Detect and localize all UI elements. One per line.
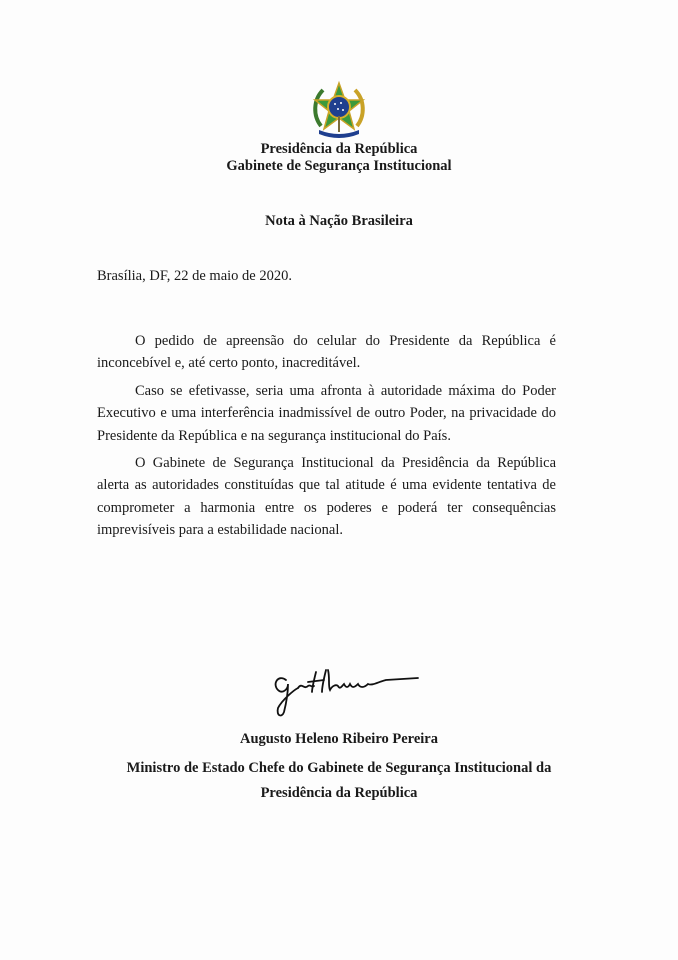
signatory-name: Augusto Heleno Ribeiro Pereira [239, 731, 438, 747]
paragraph: O pedido de apreensão do celular do Presidente da República é inconcebível e, até certo ponto, inacreditável. [97, 333, 556, 372]
document-title: Nota à Nação Brasileira [265, 213, 413, 229]
header-line-presidency: Presidência da República [260, 141, 418, 157]
handwritten-signature [268, 660, 428, 720]
paragraph: Caso se efetivasse, seria uma afronta à autoridade máxima do Poder Executivo e uma interferência inadmissível de outro Poder, na privacidade do Presidente da República e na segurança institucional do País. [97, 382, 556, 444]
body-text [97, 330, 556, 547]
coat-of-arms-emblem [309, 80, 369, 140]
paragraph: O Gabinete de Segurança Institucional da Presidência da República alerta as autoridades constituídas que tal atitude é uma evidente tentativa de comprometer a harmonia entre os poderes e poderá ter consequências imprevisíveis para a estabilidade nacional. [97, 455, 556, 539]
signatory-role: Ministro de Estado Chefe do Gabinete de Segurança Institucional da Presidência da República [126, 760, 552, 801]
header-line-cabinet: Gabinete de Segurança Institucional [226, 158, 452, 174]
dateline: Brasília, DF, 22 de maio de 2020. [97, 268, 292, 284]
